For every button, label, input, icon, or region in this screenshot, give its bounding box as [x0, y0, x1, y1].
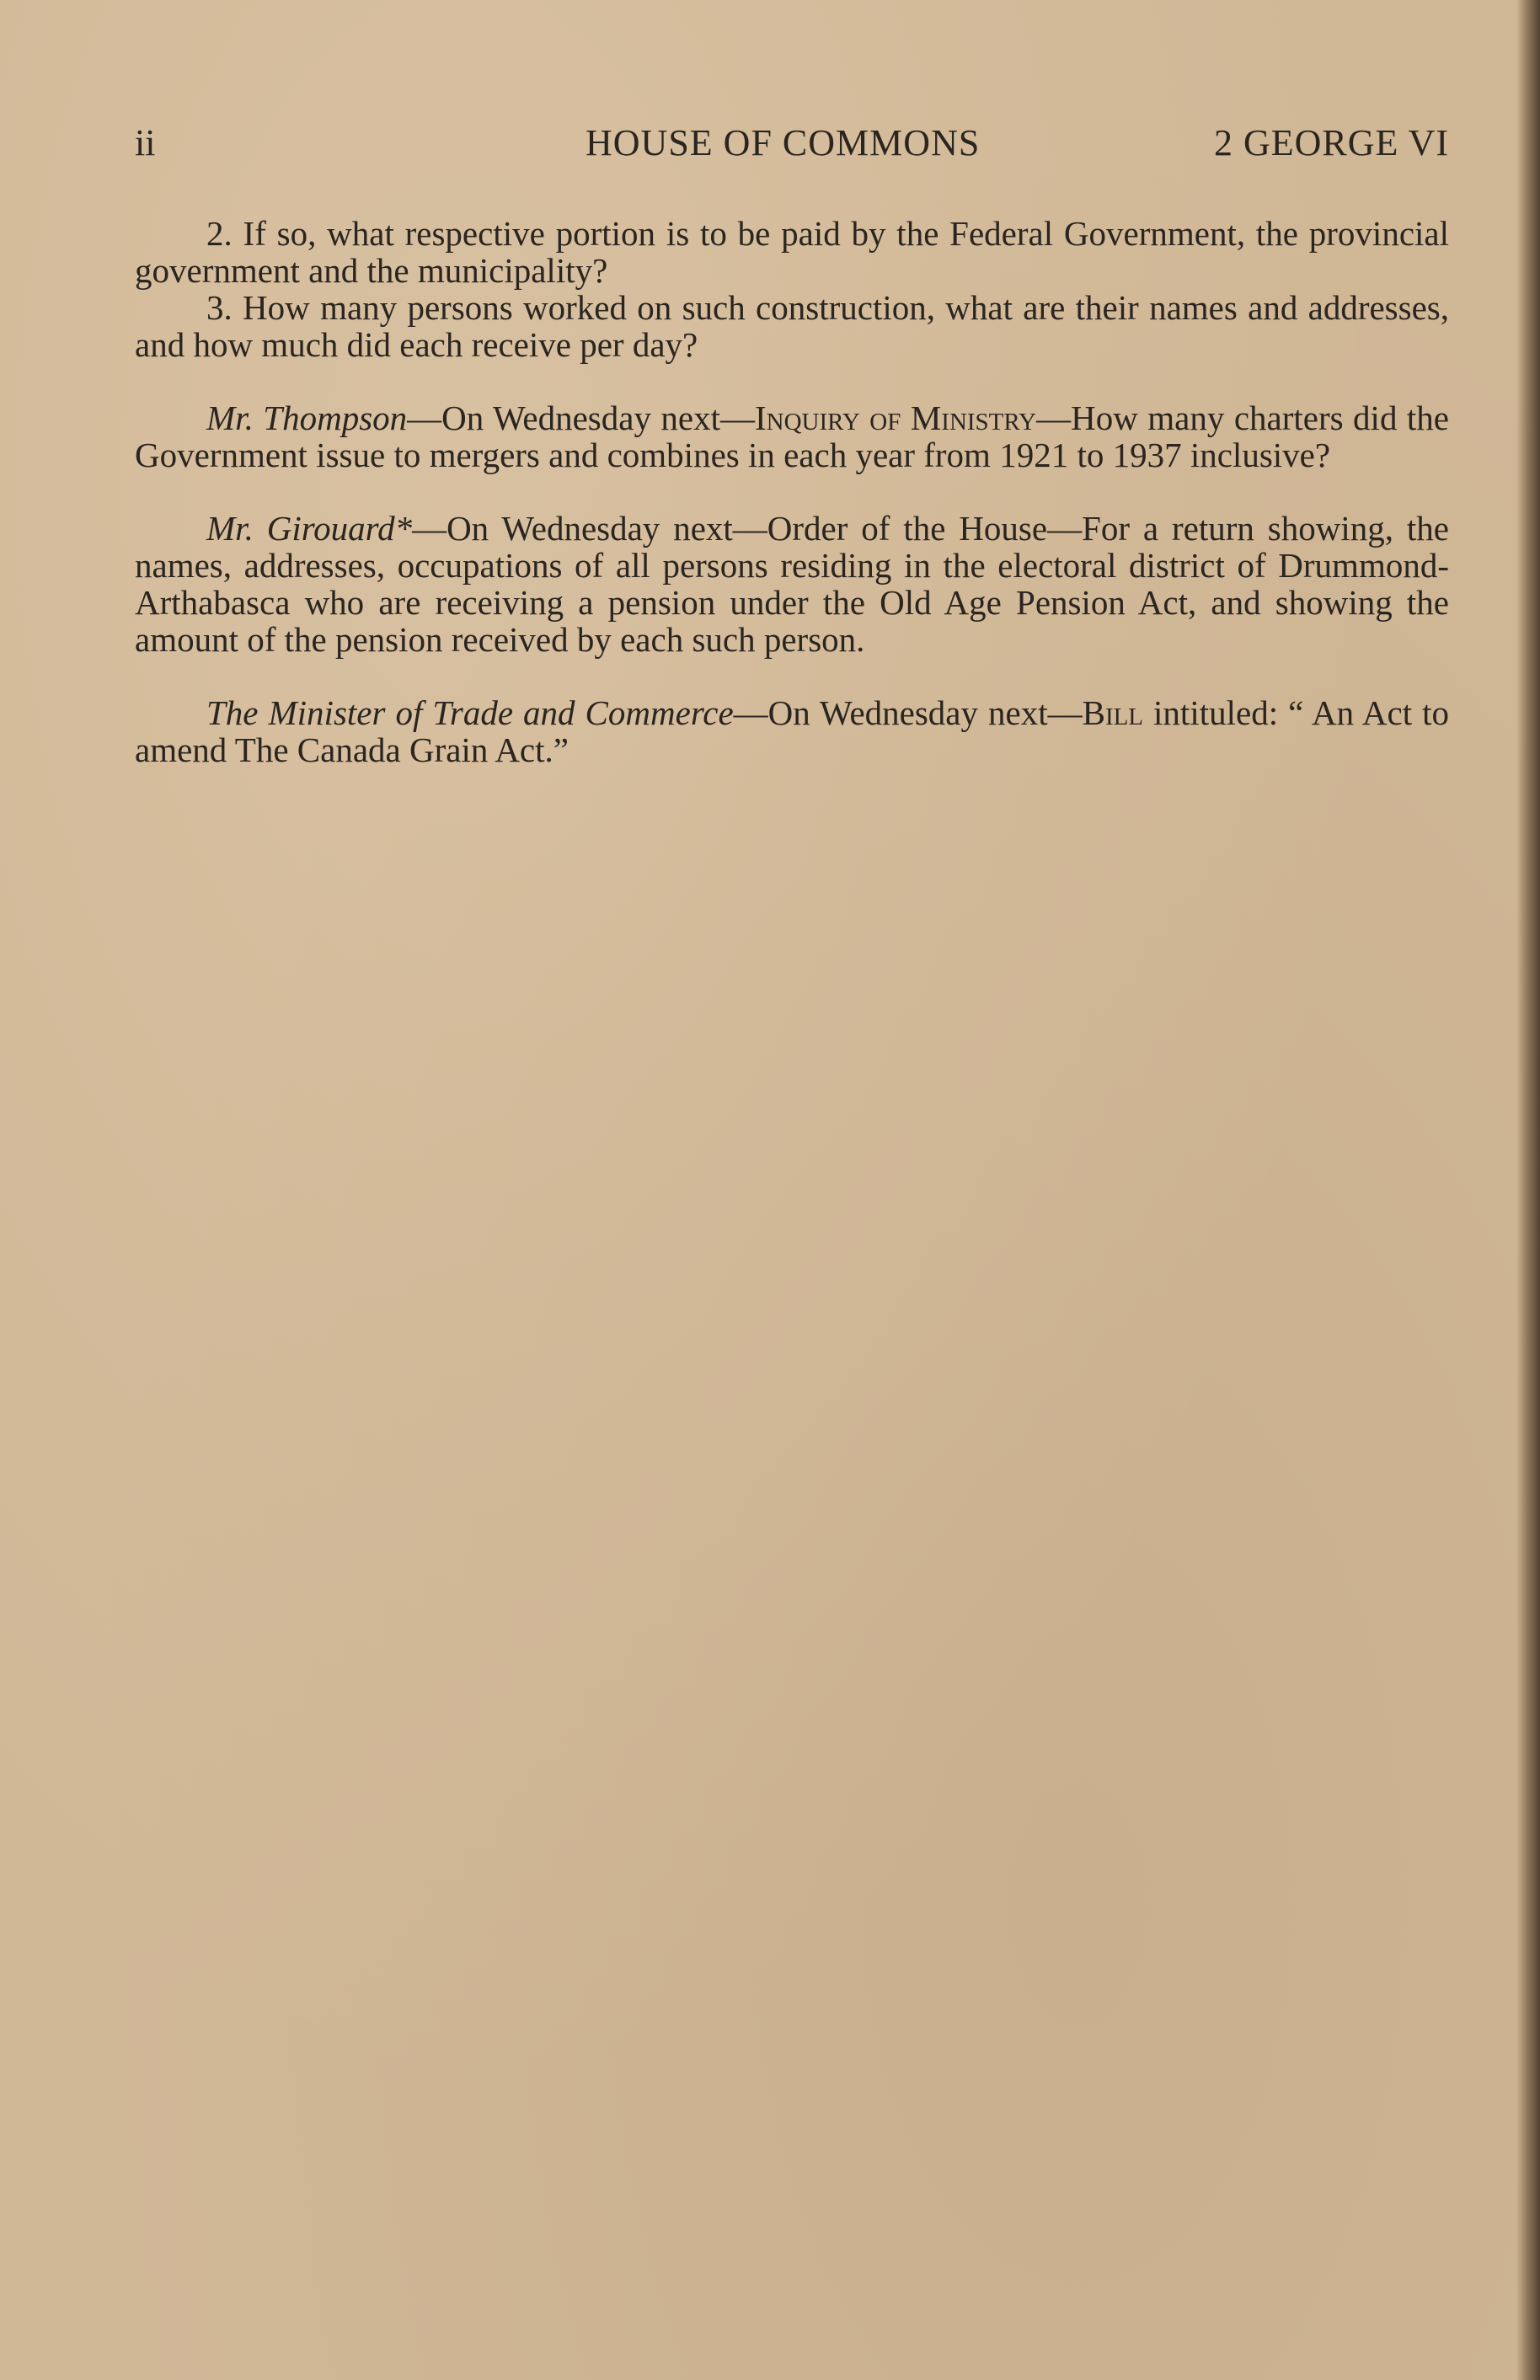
- question-2: 2. If so, what respective portion is to be paid by the Federal Government, the provincial government and the municipality?: [135, 214, 1449, 290]
- running-title: HOUSE OF COMMONS: [586, 122, 981, 163]
- member-name: Mr. Girouard*: [206, 509, 413, 548]
- page-number: ii: [135, 122, 156, 163]
- notice-type: Bill: [1082, 693, 1144, 732]
- notice-lead: —On Wednesday next—: [733, 693, 1083, 732]
- notice-type: Inquiry of Ministry: [755, 398, 1037, 437]
- notice-minister: [135, 694, 1449, 768]
- notice-lead: —On Wednesday next—: [407, 398, 756, 437]
- member-name: Mr. Thompson: [206, 398, 408, 437]
- page-edge-shadow: [1516, 0, 1540, 2380]
- body-text: [135, 215, 1449, 768]
- notice-text: intituled: “ An Act to amend The Canada Grain Act.”: [135, 693, 1449, 769]
- member-name: The Minister of Trade and Commerce: [206, 693, 734, 732]
- session-label: 2 GEORGE VI: [1213, 122, 1449, 163]
- running-head: [135, 118, 1449, 168]
- notice-girouard: [135, 510, 1449, 658]
- notice-thompson: [135, 399, 1449, 473]
- notice-text: —How many charters did the Government issue to mergers and combines in each year from 1921 to 1937 inclusive?: [135, 398, 1449, 474]
- question-3: 3. How many persons worked on such construction, what are their names and addresses, and how much did each receive per day?: [135, 288, 1449, 364]
- notice-text: —On Wednesday next—Order of the House—For a return showing, the names, addresses, occupations of all persons residing in the electoral district of Drummond-Arthabasca who are receiving a pension under the Old Age Pension Act, and showing the amount of the pension received by each such person.: [135, 509, 1449, 659]
